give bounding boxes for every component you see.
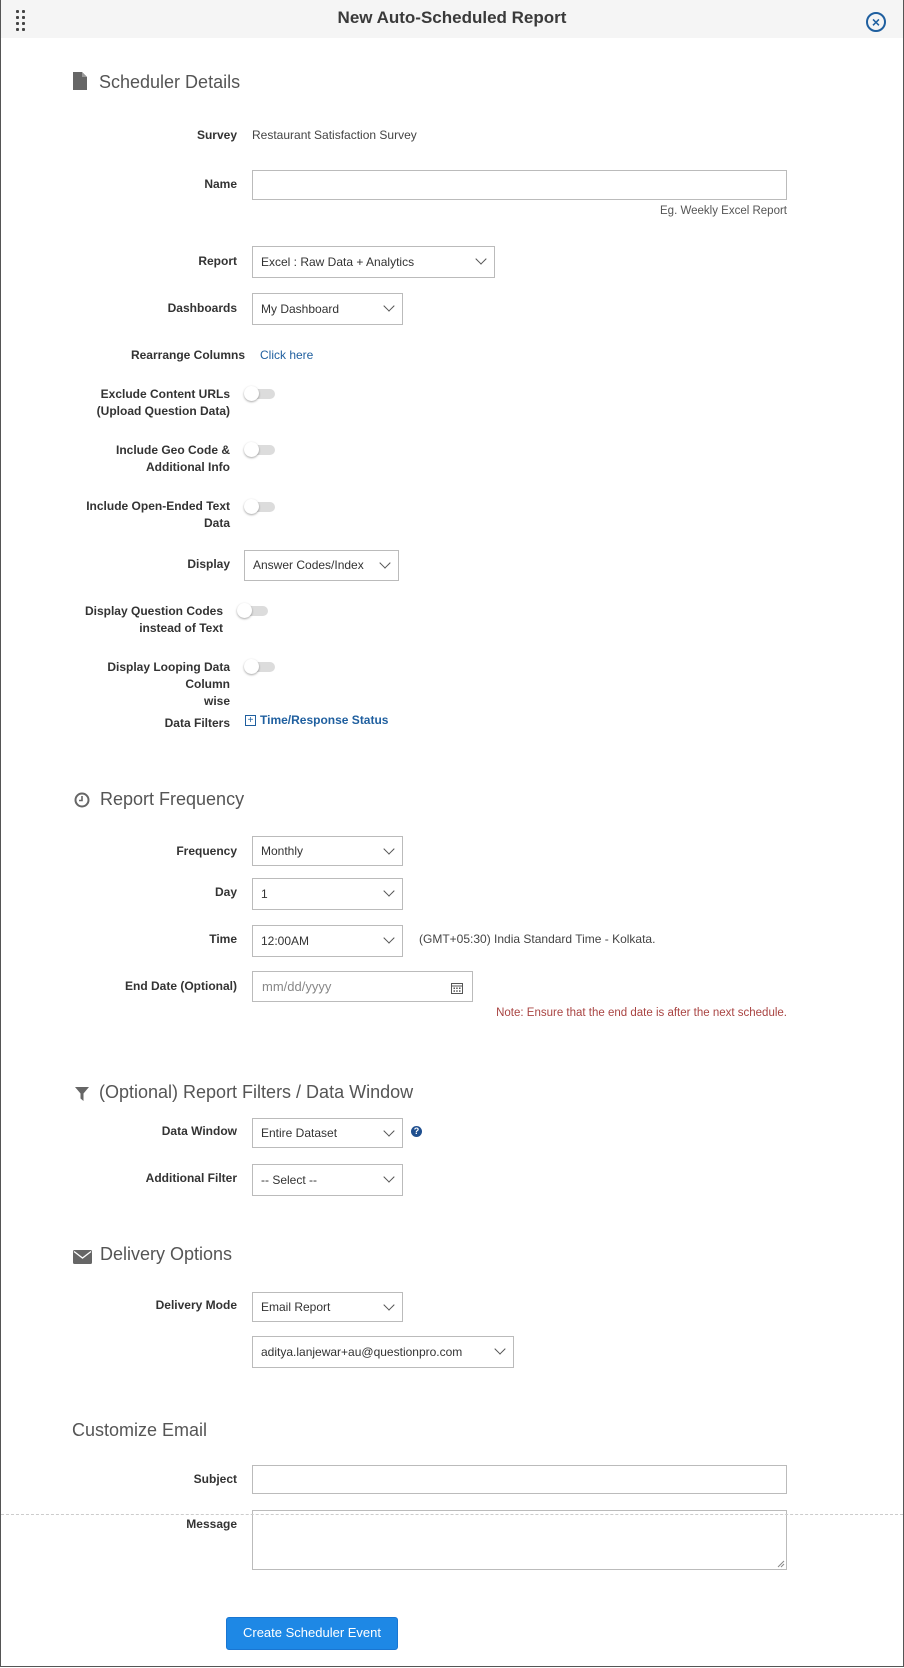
frequency-select[interactable]: Monthly (252, 836, 403, 866)
dashboards-select[interactable]: My Dashboard (252, 293, 403, 325)
document-icon (72, 72, 88, 90)
end-date-label: End Date (Optional) (125, 979, 237, 993)
chevron-down-icon (383, 885, 394, 896)
geo-code-toggle[interactable] (245, 445, 275, 455)
additional-filter-label: Additional Filter (145, 1171, 237, 1185)
survey-value: Restaurant Satisfaction Survey (252, 128, 417, 142)
close-icon[interactable]: × (866, 12, 886, 32)
data-filters-label: Data Filters (164, 716, 230, 730)
display-label: Display (187, 557, 230, 571)
additional-filter-select[interactable]: -- Select -- (252, 1164, 403, 1196)
calendar-icon[interactable] (451, 982, 463, 994)
subject-label: Subject (193, 1472, 237, 1486)
name-label: Name (204, 177, 237, 191)
rearrange-columns-link[interactable]: Click here (260, 348, 314, 362)
delivery-mode-select[interactable]: Email Report (252, 1292, 403, 1322)
chevron-down-icon (383, 843, 394, 854)
rearrange-columns-label: Rearrange Columns (130, 348, 245, 362)
survey-label: Survey (196, 128, 237, 142)
message-textarea[interactable] (252, 1510, 787, 1570)
footer-divider (1, 1514, 903, 1515)
recipient-select[interactable]: aditya.lanjewar+au@questionpro.com (252, 1336, 514, 1368)
dashboards-label: Dashboards (167, 301, 237, 315)
chevron-down-icon (379, 557, 390, 568)
data-filters-link[interactable]: Time/Response Status (260, 713, 389, 727)
resize-handle-icon[interactable] (777, 1560, 785, 1568)
message-label: Message (186, 1517, 237, 1531)
section-title-delivery-options: Delivery Options (100, 1244, 233, 1264)
data-window-label: Data Window (161, 1124, 237, 1138)
modal-title: New Auto-Scheduled Report (337, 8, 567, 27)
filter-icon (75, 1087, 89, 1102)
chevron-down-icon (383, 932, 394, 943)
time-label: Time (209, 932, 237, 946)
display-select[interactable]: Answer Codes/Index (244, 550, 399, 581)
day-select[interactable]: 1 (252, 878, 403, 910)
section-title-report-frequency: Report Frequency (100, 789, 245, 809)
end-date-input[interactable]: mm/dd/yyyy (252, 971, 473, 1002)
looping-data-toggle[interactable] (245, 662, 275, 672)
name-input[interactable] (252, 170, 787, 200)
report-select[interactable]: Excel : Raw Data + Analytics (252, 246, 495, 278)
help-icon[interactable]: ? (411, 1126, 422, 1137)
chevron-down-icon (383, 1171, 394, 1182)
clock-icon (74, 792, 90, 808)
delivery-mode-label: Delivery Mode (155, 1298, 237, 1312)
question-codes-label: Display Question Codes instead of Text (84, 604, 223, 635)
name-hint: Eg. Weekly Excel Report (660, 205, 787, 217)
chevron-down-icon (383, 300, 394, 311)
question-codes-toggle[interactable] (238, 606, 268, 616)
create-scheduler-event-button[interactable]: Create Scheduler Event (226, 1617, 398, 1650)
chevron-down-icon (475, 253, 486, 264)
exclude-urls-label: Exclude Content URLs (Upload Question Data) (96, 387, 230, 418)
geo-code-label: Include Geo Code & Additional Info (115, 443, 230, 474)
time-select[interactable]: 12:00AM (252, 925, 403, 957)
timezone-text: (GMT+05:30) India Standard Time - Kolkata. (419, 932, 656, 946)
chevron-down-icon (494, 1343, 505, 1354)
subject-input[interactable] (252, 1465, 787, 1494)
report-label: Report (198, 254, 237, 268)
data-window-select[interactable]: Entire Dataset (252, 1118, 403, 1148)
chevron-down-icon (383, 1125, 394, 1136)
section-title-scheduler-details: Scheduler Details (99, 72, 241, 92)
day-label: Day (214, 885, 237, 899)
looping-data-label: Display Looping Data Column wise (107, 660, 230, 708)
open-ended-toggle[interactable] (245, 502, 275, 512)
open-ended-label: Include Open-Ended Text Data (86, 499, 230, 530)
expand-plus-icon[interactable]: + (245, 715, 256, 726)
section-title-report-filters: (Optional) Report Filters / Data Window (99, 1082, 414, 1102)
chevron-down-icon (383, 1299, 394, 1310)
envelope-icon (73, 1250, 92, 1264)
exclude-urls-toggle[interactable] (245, 389, 275, 399)
section-title-customize-email: Customize Email (72, 1420, 208, 1440)
end-date-note: Note: Ensure that the end date is after the next schedule. (496, 1007, 787, 1019)
frequency-label: Frequency (176, 844, 237, 858)
